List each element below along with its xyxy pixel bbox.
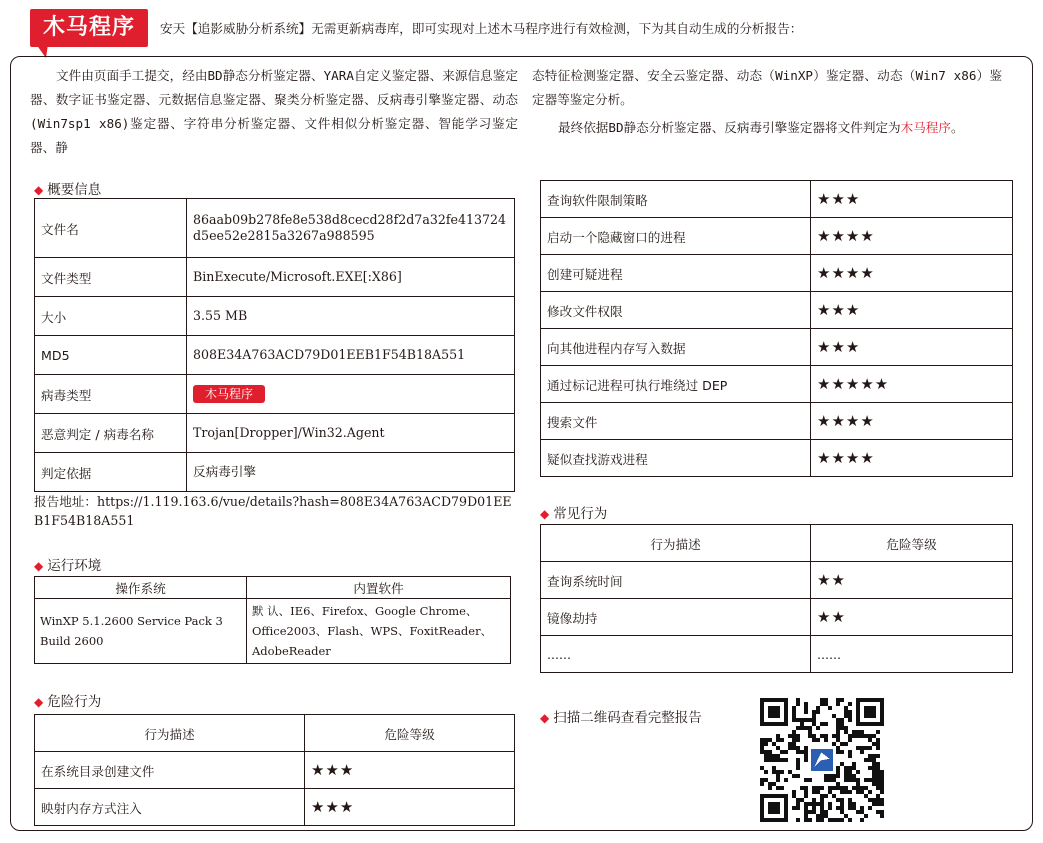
summary-paragraph-3 <box>532 116 1002 140</box>
table-cell: 查询软件限制策略 <box>541 181 811 218</box>
table-cell: MD5 <box>35 336 187 375</box>
table-cell: 恶意判定 / 病毒名称 <box>35 414 187 453</box>
table-row <box>541 329 1013 366</box>
table-cell: 大小 <box>35 297 187 336</box>
verdict-highlight: 木马程序 <box>900 120 951 135</box>
table-row <box>541 562 1013 599</box>
diamond-icon: ◆ <box>540 507 550 521</box>
star-rating: ★★★ <box>305 752 515 789</box>
table-cell: 疑似查找游戏进程 <box>541 440 811 477</box>
table-row <box>541 403 1013 440</box>
diamond-icon: ◆ <box>34 695 44 709</box>
star-rating: ★★★★ <box>811 440 1013 477</box>
overview-title-text: 概要信息 <box>47 182 102 198</box>
star-rating: ★★★★★ <box>811 366 1013 403</box>
column-header: 危险等级 <box>811 525 1013 562</box>
table-row <box>35 752 515 789</box>
table-row <box>35 297 515 336</box>
table-row <box>541 366 1013 403</box>
table-row <box>35 199 515 258</box>
table-cell: 向其他进程内存写入数据 <box>541 329 811 366</box>
overview-title <box>34 178 101 198</box>
diamond-icon: ◆ <box>540 711 550 725</box>
danger-table-left <box>34 714 515 826</box>
table-cell: 病毒类型 <box>35 375 187 414</box>
summary-paragraph-1: 文件由页面手工提交，经由BD静态分析鉴定器、YARA自定义鉴定器、来源信息鉴定器、数字证书鉴定器、元数据信息鉴定器、聚类分析鉴定器、反病毒引擎鉴定器、动态(Win7sp1 x86)鉴定器、字符串分析鉴定器、文件相似分析鉴定器、智能学习鉴定器、静 <box>30 68 518 155</box>
table-row <box>541 218 1013 255</box>
table-cell: 文件名 <box>35 199 187 258</box>
table-cell: 创建可疑进程 <box>541 255 811 292</box>
common-title <box>540 502 607 522</box>
star-rating: ★★★ <box>811 181 1013 218</box>
table-cell: 86aab09b278fe8e538d8cecd28f2d7a32fe413724d5ee52e2815a3267a988595 <box>187 199 515 258</box>
intro-text: 安天【追影威胁分析系统】无需更新病毒库，即可实现对上述木马程序进行有效检测，下为其自动生成的分析报告： <box>160 21 803 36</box>
column-header: 行为描述 <box>541 525 811 562</box>
table-cell: 判定依据 <box>35 453 187 492</box>
table-row <box>35 599 511 664</box>
environment-table <box>34 576 511 664</box>
star-rating: ★★ <box>811 599 1013 636</box>
table-cell: Trojan[Dropper]/Win32.Agent <box>187 414 515 453</box>
report-address-label: 报告地址： <box>34 494 97 509</box>
virus-type-badge: 木马程序 <box>193 385 265 403</box>
table-cell: 文件类型 <box>35 258 187 297</box>
diamond-icon: ◆ <box>34 183 44 197</box>
table-cell: 默 认、IE6、Firefox、Google Chrome、Office2003、Flash、WPS、FoxitReader、AdobeReader <box>247 599 511 664</box>
qr-title-text: 扫描二维码查看完整报告 <box>553 710 702 726</box>
report-url-link[interactable]: https://1.119.163.6/vue/details?hash=808E34A763ACD79D01EEB1F54B18A551 <box>34 494 512 528</box>
table-cell: 3.55 MB <box>187 297 515 336</box>
common-title-text: 常见行为 <box>553 506 608 522</box>
environment-title <box>34 554 101 574</box>
table-cell: 通过标记进程可执行堆绕过 DEP <box>541 366 811 403</box>
table-cell: 启动一个隐藏窗口的进程 <box>541 218 811 255</box>
table-row <box>541 255 1013 292</box>
table-cell: 修改文件权限 <box>541 292 811 329</box>
diamond-icon: ◆ <box>34 559 44 573</box>
star-rating: ★★★★ <box>811 403 1013 440</box>
column-header: 操作系统 <box>35 577 247 599</box>
report-tag: 木马程序 <box>30 9 148 47</box>
column-header: 内置软件 <box>247 577 511 599</box>
table-header-row <box>541 525 1013 562</box>
table-header-row <box>35 577 511 599</box>
qr-code-icon[interactable] <box>760 698 884 822</box>
table-row <box>35 258 515 297</box>
table-cell <box>187 375 515 414</box>
column-header: 危险等级 <box>305 715 515 752</box>
column-header: 行为描述 <box>35 715 305 752</box>
table-cell: 反病毒引擎 <box>187 453 515 492</box>
table-row <box>541 636 1013 673</box>
table-cell: 808E34A763ACD79D01EEB1F54B18A551 <box>187 336 515 375</box>
table-cell: BinExecute/Microsoft.EXE[:X86] <box>187 258 515 297</box>
table-row <box>35 336 515 375</box>
table-row <box>35 375 515 414</box>
verdict-prefix: 最终依据BD静态分析鉴定器、反病毒引擎鉴定器将文件判定为 <box>558 120 901 135</box>
table-row <box>35 453 515 492</box>
verdict-suffix: 。 <box>950 120 964 135</box>
report-address <box>34 492 514 530</box>
star-rating: ★★★ <box>305 789 515 826</box>
table-cell: 映射内存方式注入 <box>35 789 305 826</box>
table-cell: 在系统目录创建文件 <box>35 752 305 789</box>
star-rating: ★★★★ <box>811 218 1013 255</box>
common-table <box>540 524 1013 673</box>
table-header-row <box>35 715 515 752</box>
table-row <box>541 292 1013 329</box>
danger-table-right <box>540 180 1013 477</box>
table-row <box>35 789 515 826</box>
table-cell: ...... <box>541 636 811 673</box>
overview-table <box>34 198 515 492</box>
danger-title <box>34 690 101 710</box>
danger-title-text: 危险行为 <box>47 694 102 710</box>
star-rating: ★★★★ <box>811 255 1013 292</box>
table-row <box>541 440 1013 477</box>
table-row <box>35 414 515 453</box>
environment-title-text: 运行环境 <box>47 558 102 574</box>
table-cell: ...... <box>811 636 1013 673</box>
table-cell: WinXP 5.1.2600 Service Pack 3 Build 2600 <box>35 599 247 664</box>
table-row <box>541 599 1013 636</box>
table-cell: 搜索文件 <box>541 403 811 440</box>
qr-title <box>540 706 702 726</box>
summary-paragraph-2: 态特征检测鉴定器、安全云鉴定器、动态（WinXP）鉴定器、动态（Win7 x86）鉴定器等鉴定分析。 <box>532 68 1002 107</box>
table-row <box>541 181 1013 218</box>
star-rating: ★★★ <box>811 292 1013 329</box>
table-cell: 镜像劫持 <box>541 599 811 636</box>
star-rating: ★★★ <box>811 329 1013 366</box>
star-rating: ★★ <box>811 562 1013 599</box>
table-cell: 查询系统时间 <box>541 562 811 599</box>
